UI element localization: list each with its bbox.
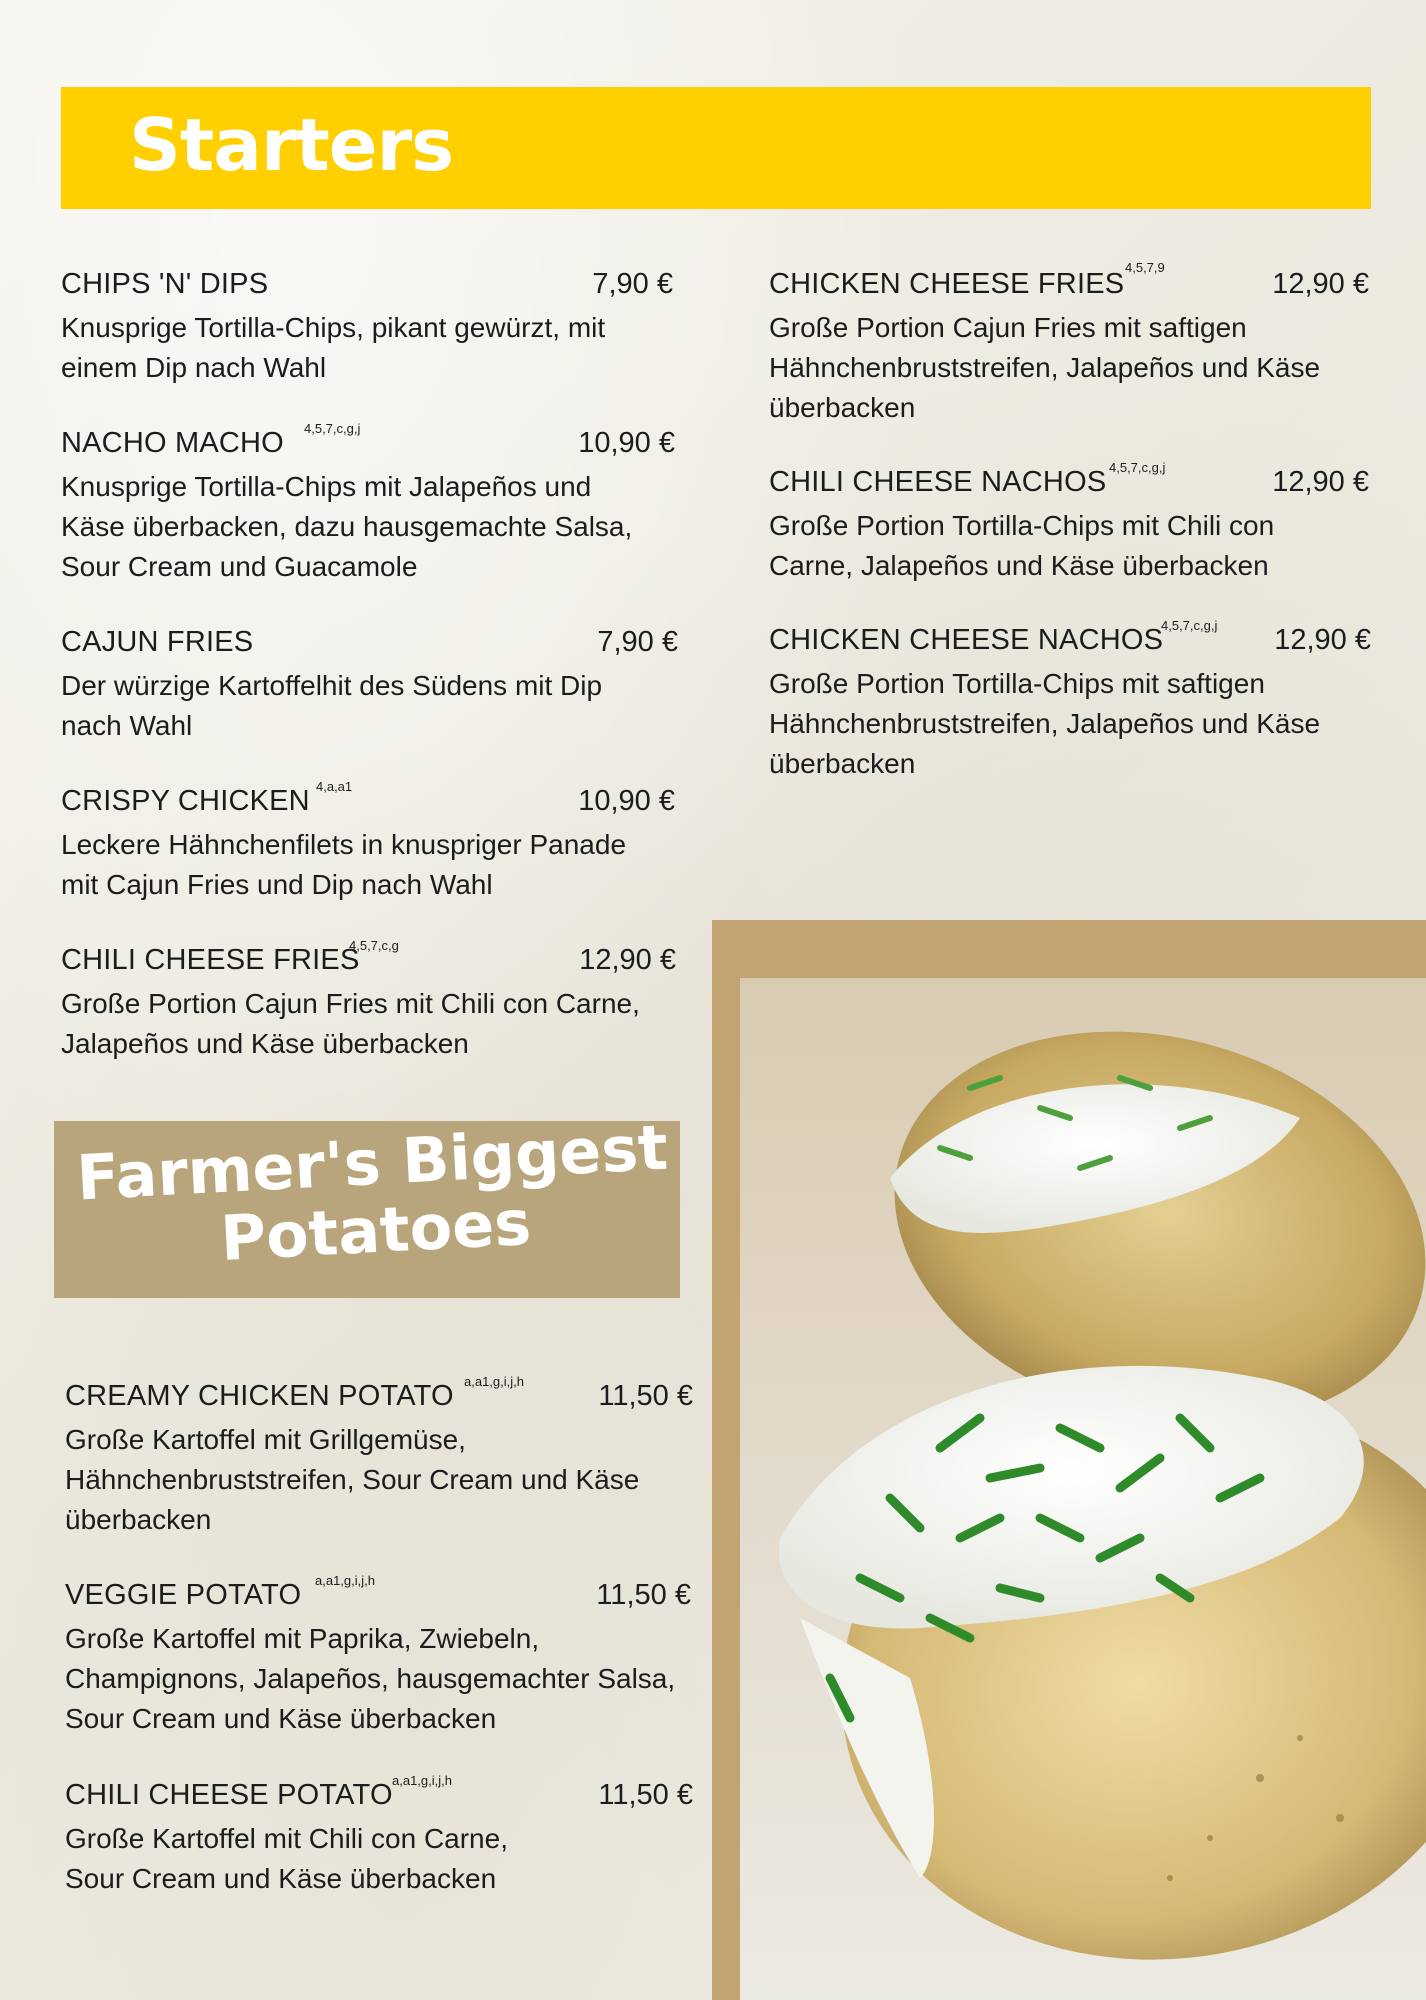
menu-item bbox=[61, 626, 678, 746]
item-name: CHILI CHEESE NACHOS bbox=[769, 466, 1107, 498]
menu-item bbox=[61, 268, 673, 388]
item-allergens: a,a1,g,i,j,h bbox=[392, 1773, 452, 1788]
item-description: Knusprige Tortilla-Chips, pikant gewürzt, mit einem Dip nach Wahl bbox=[61, 312, 606, 383]
starters-banner bbox=[61, 87, 1371, 209]
potatoes-banner bbox=[54, 1110, 680, 1298]
starters-title: Starters bbox=[129, 103, 453, 187]
item-price: 11,50 € bbox=[598, 1380, 693, 1412]
menu-item bbox=[769, 260, 1369, 428]
potatoes-title: Farmer's Biggest Potatoes bbox=[74, 1110, 670, 1276]
item-allergens: 4,5,7,c,g,j bbox=[304, 421, 361, 436]
item-name: NACHO MACHO bbox=[61, 427, 284, 459]
item-name: CHICKEN CHEESE FRIES bbox=[769, 268, 1125, 300]
item-allergens: 4,5,7,c,g,j bbox=[1109, 460, 1166, 475]
item-name: CRISPY CHICKEN bbox=[61, 785, 310, 817]
item-price: 7,90 € bbox=[592, 268, 673, 300]
menu-item bbox=[65, 1374, 693, 1540]
item-price: 12,90 € bbox=[579, 944, 676, 976]
item-price: 12,90 € bbox=[1274, 624, 1371, 656]
menu-item bbox=[61, 779, 675, 905]
item-allergens: a,a1,g,i,j,h bbox=[464, 1374, 524, 1389]
item-price: 11,50 € bbox=[596, 1579, 691, 1611]
item-allergens: 4,5,7,9 bbox=[1125, 260, 1165, 275]
item-price: 10,90 € bbox=[578, 785, 675, 817]
item-allergens: 4,a,a1 bbox=[316, 779, 353, 794]
menu-item bbox=[769, 460, 1369, 586]
item-name: CHILI CHEESE POTATO bbox=[65, 1779, 393, 1811]
baked-potato-illustration bbox=[740, 978, 1426, 2000]
baked-potato-photo bbox=[740, 978, 1426, 2000]
item-name: CREAMY CHICKEN POTATO bbox=[65, 1380, 454, 1412]
item-name: CHILI CHEESE FRIES bbox=[61, 944, 360, 976]
item-name: CHICKEN CHEESE NACHOS bbox=[769, 624, 1164, 656]
menu-item bbox=[65, 1773, 693, 1899]
item-description: Große Kartoffel mit Chili con Carne, Sour Cream und Käse überbacken bbox=[65, 1823, 508, 1894]
item-name: CAJUN FRIES bbox=[61, 626, 254, 658]
item-price: 12,90 € bbox=[1272, 268, 1369, 300]
item-description: Leckere Hähnchenfilets in knuspriger Panade mit Cajun Fries und Dip nach Wahl bbox=[61, 829, 627, 900]
menu-item bbox=[769, 618, 1371, 784]
item-name: VEGGIE POTATO bbox=[65, 1579, 302, 1611]
menu-item bbox=[65, 1573, 691, 1739]
item-name: CHIPS 'N' DIPS bbox=[61, 268, 269, 300]
menu-item bbox=[61, 938, 676, 1064]
item-price: 7,90 € bbox=[597, 626, 678, 658]
item-price: 11,50 € bbox=[598, 1779, 693, 1811]
item-price: 10,90 € bbox=[578, 427, 675, 459]
item-description: Der würzige Kartoffelhit des Südens mit Dip nach Wahl bbox=[61, 670, 603, 741]
item-price: 12,90 € bbox=[1272, 466, 1369, 498]
item-description: Knusprige Tortilla-Chips mit Jalapeños und Käse überbacken, dazu hausgemachte Salsa, Sour Cream und Guacamole bbox=[61, 471, 633, 582]
item-description: Große Portion Tortilla-Chips mit saftigen Hähnchenbruststreifen, Jalapeños und Käse überbacken bbox=[769, 668, 1321, 779]
item-description: Große Portion Cajun Fries mit Chili con Carne, Jalapeños und Käse überbacken bbox=[61, 988, 640, 1059]
item-allergens: 4,5,7,c,g,j bbox=[1161, 618, 1218, 633]
item-description: Große Portion Cajun Fries mit saftigen Hähnchenbruststreifen, Jalapeños und Käse überbacken bbox=[769, 312, 1321, 423]
item-allergens: 4,5,7,c,g bbox=[349, 938, 399, 953]
item-allergens: a,a1,g,i,j,h bbox=[315, 1573, 375, 1588]
menu-item bbox=[61, 421, 675, 587]
item-description: Große Portion Tortilla-Chips mit Chili con Carne, Jalapeños und Käse überbacken bbox=[769, 510, 1275, 581]
item-description: Große Kartoffel mit Grillgemüse, Hähnchenbruststreifen, Sour Cream und Käse überbacken bbox=[65, 1424, 640, 1535]
item-description: Große Kartoffel mit Paprika, Zwiebeln, Champignons, Jalapeños, hausgemachter Salsa, Sour Cream und Käse überbacken bbox=[65, 1623, 676, 1734]
